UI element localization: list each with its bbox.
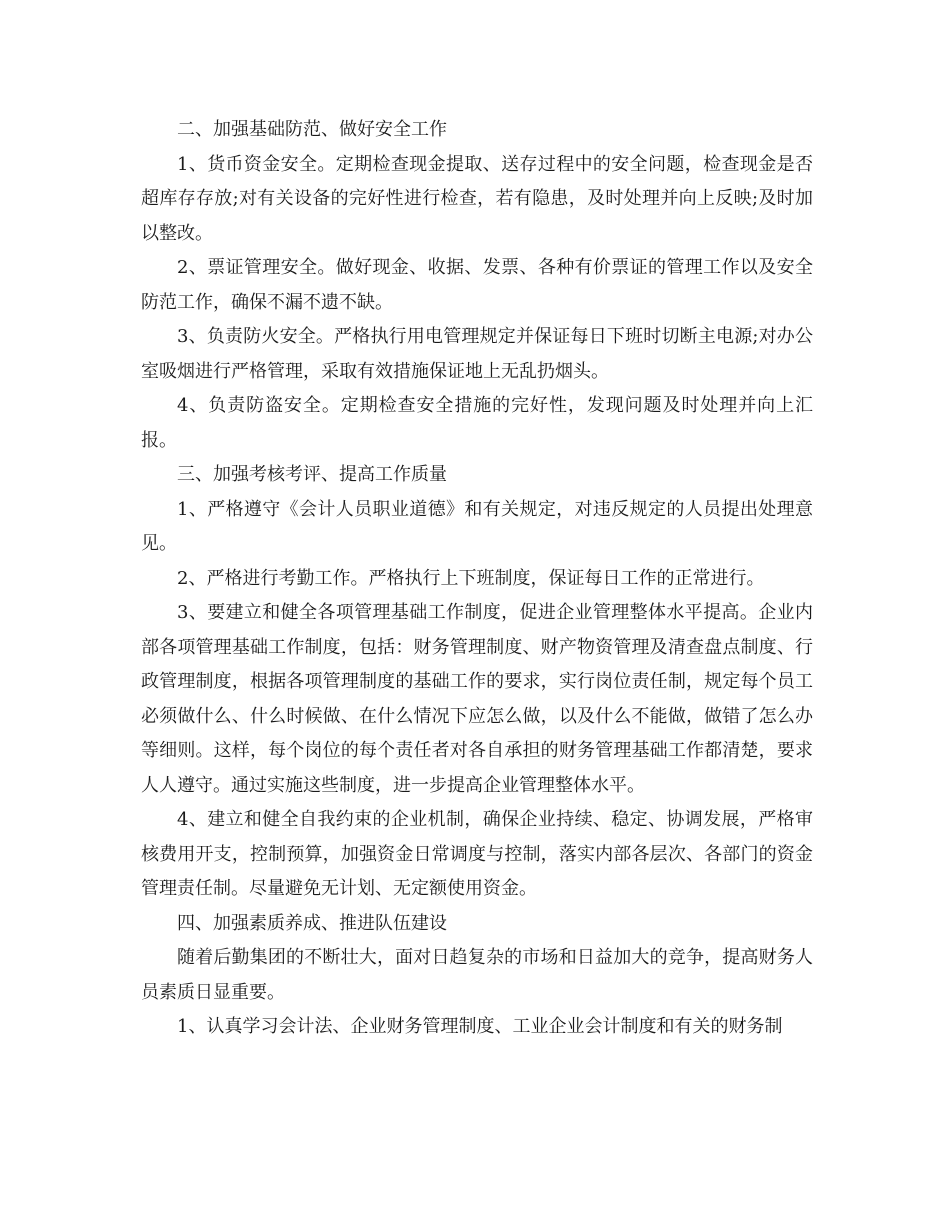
paragraph: 4、建立和健全自我约束的企业机制，确保企业持续、稳定、协调发展，严格审核费用开支，控制预算，加强资金日常调度与控制，落实内部各层次、各部门的资金管理责任制。尽量避免无计划、无定额使用资金。 xyxy=(141,809,813,899)
document-body xyxy=(141,113,813,1045)
section-heading-4: 四、加强素质养成、推进队伍建设 xyxy=(177,912,447,934)
paragraph: 2、票证管理安全。做好现金、收据、发票、各种有价票证的管理工作以及安全防范工作，确保不漏不遗不缺。 xyxy=(141,257,813,313)
paragraph: 1、严格遵守《会计人员职业道德》和有关规定，对违反规定的人员提出处理意见。 xyxy=(141,498,813,554)
paragraph: 1、认真学习会计法、企业财务管理制度、工业企业会计制度和有关的财务制 xyxy=(177,1016,783,1037)
section-heading-3: 三、加强考核考评、提高工作质量 xyxy=(177,464,447,485)
paragraph: 1、货币资金安全。定期检查现金提取、送存过程中的安全问题，检查现金是否超库存存放;对有关设备的完好性进行检查，若有隐患，及时处理并向上反映;及时加以整改。 xyxy=(141,153,813,244)
paragraph: 3、负责防火安全。严格执行用电管理规定并保证每日下班时切断主电源;对办公室吸烟进行严格管理，采取有效措施保证地上无乱扔烟头。 xyxy=(141,326,813,382)
paragraph: 3、要建立和健全各项管理基础工作制度，促进企业管理整体水平提高。企业内部各项管理基础工作制度，包括：财务管理制度、财产物资管理及清查盘点制度、行政管理制度，根据各项管理制度的基础工作的要求，实行岗位责任制，规定每个员工必须做什么、什么时候做、在什么情况下应怎么做，以及什么不能做，做错了怎么办等细则。这样，每个岗位的每个责任者对各自承担的财务管理基础工作都清楚，要求人人遵守。通过实施这些制度，进一步提高企业管理整体水平。 xyxy=(141,602,813,796)
paragraph: 2、严格进行考勤工作。严格执行上下班制度，保证每日工作的正常进行。 xyxy=(177,567,765,589)
section-heading-2: 二、加强基础防范、做好安全工作 xyxy=(177,119,447,140)
paragraph: 4、负责防盗安全。定期检查安全措施的完好性，发现问题及时处理并向上汇报。 xyxy=(141,395,813,451)
paragraph: 随着后勤集团的不断壮大，面对日趋复杂的市场和日益加大的竞争，提高财务人员素质日显重要。 xyxy=(141,947,813,1003)
